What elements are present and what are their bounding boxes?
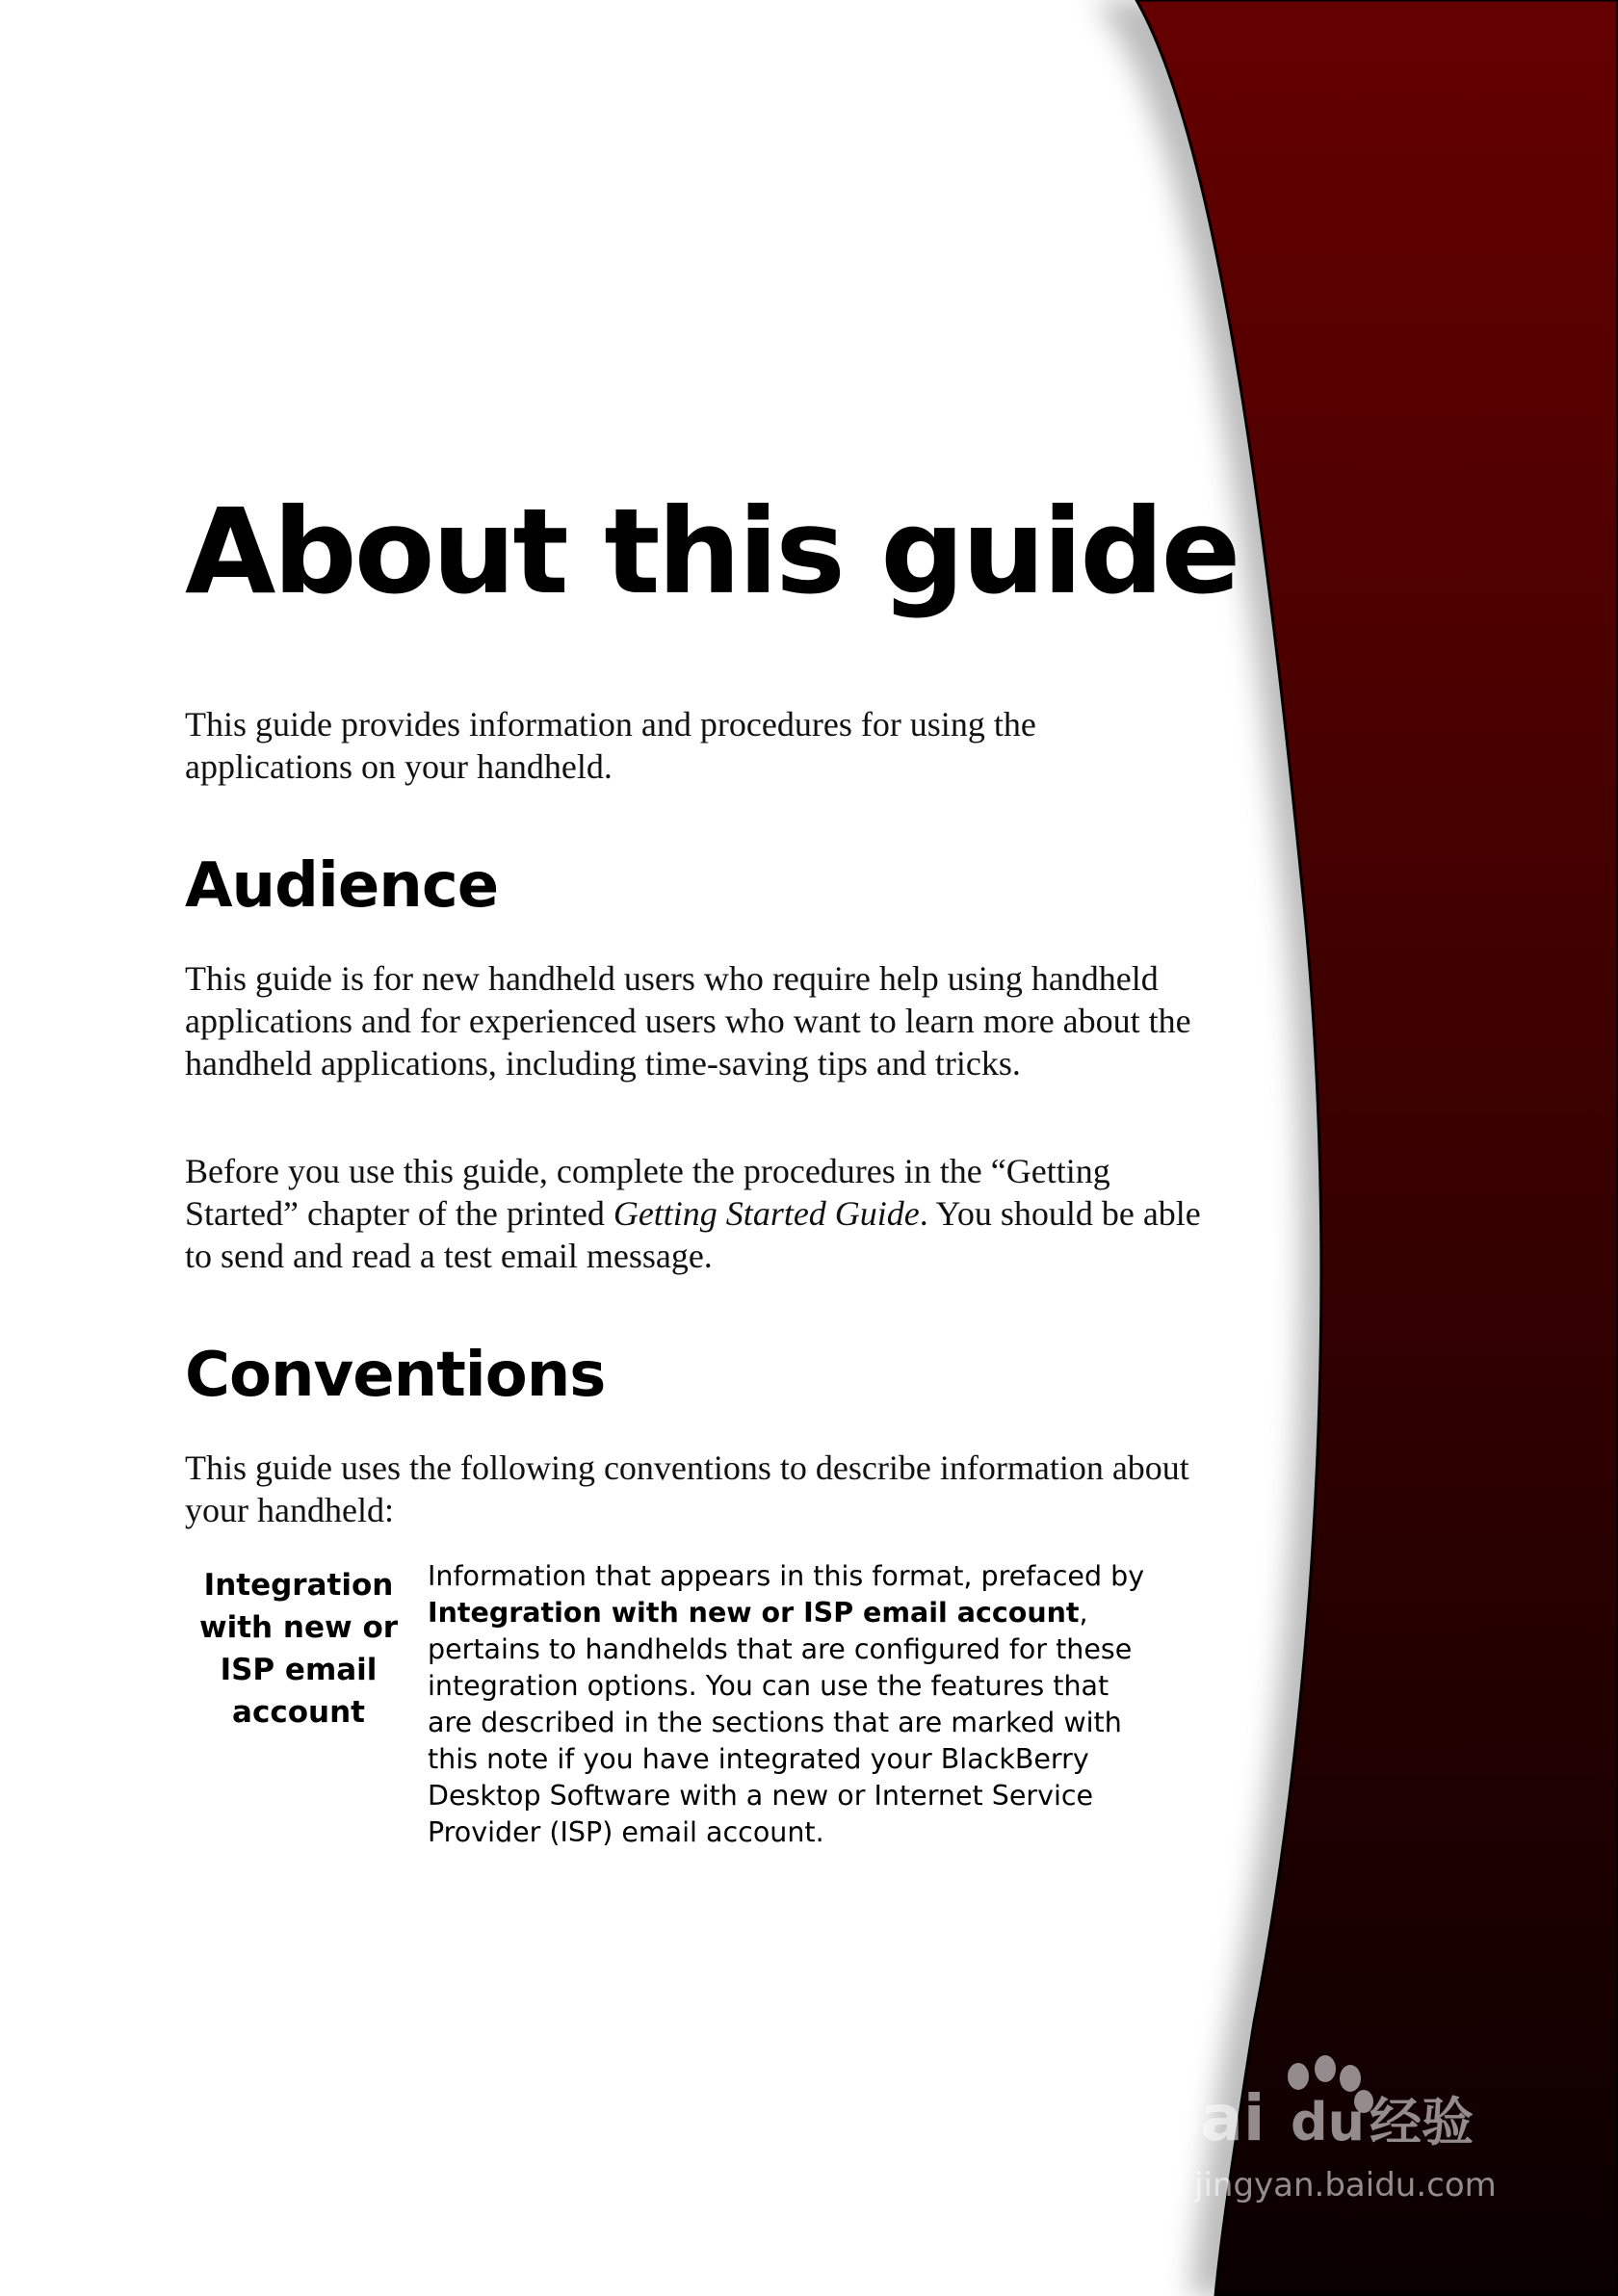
watermark-brand-cn: 经验: [1370, 2092, 1474, 2152]
audience-prerequisite-paragraph: [185, 1150, 1206, 1277]
audience-paragraph: This guide is for new handheld users who require help using handheld applications and for experienced users who want to learn more about the handheld applications, including time-saving tips and tricks.: [185, 959, 1191, 1083]
integration-note-label: Integration with new or ISP email account: [198, 1568, 399, 1730]
conventions-heading: Conventions: [185, 1340, 606, 1411]
note-text-start: Information that appears in this format, prefaced by: [428, 1560, 1145, 1592]
watermark-brand-du: du: [1291, 2092, 1366, 2152]
note-text-bold: Integration with new or ISP email account: [428, 1597, 1080, 1629]
baidu-jingyan-watermark: [1146, 2051, 1531, 2244]
note-text-end: , pertains to handhelds that are configured for these integration options. You can use the features that are described in the sections that are marked with this note if you have integrated your BlackBerry Desktop Software with a new or Internet Service Provider (ISP) email account.: [428, 1597, 1133, 1848]
prerequisite-text: Before you use this guide, complete the procedures in the “Getting Started” chapter of the printed: [185, 1152, 1110, 1233]
getting-started-guide-title: Getting Started Guide: [613, 1194, 920, 1233]
watermark-brand: Bai: [1152, 2081, 1266, 2155]
audience-heading: Audience: [185, 850, 499, 922]
integration-note-text: [428, 1558, 1160, 1851]
prerequisite-text-end: . You should be able to send and read a test email message.: [185, 1194, 1201, 1275]
conventions-paragraph: This guide uses the following conventions to describe information about your handheld:: [185, 1448, 1189, 1529]
intro-paragraph: This guide provides information and procedures for using the applications on your handheld.: [185, 705, 1036, 786]
watermark-url: jingyan.baidu.com: [1194, 2166, 1497, 2205]
page-title: About this guide: [185, 483, 1239, 620]
